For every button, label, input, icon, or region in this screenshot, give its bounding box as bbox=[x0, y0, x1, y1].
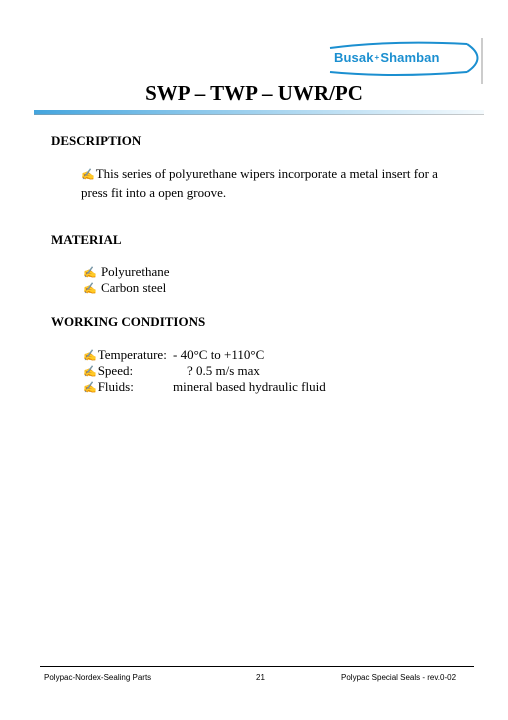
page-title: SWP – TWP – UWR/PC bbox=[145, 81, 363, 105]
condition-label: Temperature: bbox=[97, 347, 167, 362]
material-item-label: Polyurethane bbox=[100, 264, 170, 279]
page-number: 21 bbox=[256, 673, 265, 682]
pen-bullet-icon: ✍ bbox=[83, 366, 97, 378]
condition-label: Fluids: bbox=[97, 379, 134, 394]
footer-right: Polypac Special Seals - rev.0-02 bbox=[341, 673, 457, 682]
material-heading: MATERIAL bbox=[51, 232, 122, 247]
footer-divider bbox=[40, 666, 474, 667]
material-item bbox=[83, 264, 170, 280]
logo-text bbox=[334, 50, 440, 65]
description-heading: DESCRIPTION bbox=[51, 133, 142, 148]
title-gradient-rule bbox=[34, 110, 484, 115]
pen-bullet-icon: ✍ bbox=[83, 382, 97, 394]
pen-bullet-icon: ✍ bbox=[81, 169, 95, 181]
condition-value: ? 0.5 m/s max bbox=[187, 363, 260, 378]
condition-value: - 40°C to +110°C bbox=[173, 347, 265, 362]
condition-label: Speed: bbox=[97, 363, 134, 378]
condition-row-fluids bbox=[83, 379, 134, 395]
busak-shamban-logo bbox=[322, 36, 488, 86]
pen-bullet-icon: ✍ bbox=[83, 267, 97, 279]
logo-brand-left: Busak bbox=[334, 50, 374, 65]
pen-bullet-icon: ✍ bbox=[83, 283, 97, 295]
logo-brand-right: Shamban bbox=[380, 50, 440, 65]
footer-left: Polypac-Nordex-Sealing Parts bbox=[44, 673, 152, 682]
working-conditions-heading: WORKING CONDITIONS bbox=[51, 314, 206, 329]
pen-bullet-icon: ✍ bbox=[83, 350, 97, 362]
material-item bbox=[83, 280, 166, 296]
description-body: This series of polyurethane wipers incorporate a metal insert for a press fit into a open groove. bbox=[81, 166, 438, 200]
condition-value: mineral based hydraulic fluid bbox=[173, 379, 326, 394]
material-item-label: Carbon steel bbox=[100, 280, 167, 295]
logo-plus: + bbox=[374, 53, 380, 62]
condition-row-speed bbox=[83, 363, 133, 379]
description-text bbox=[81, 165, 459, 201]
condition-row-temperature bbox=[83, 347, 167, 363]
